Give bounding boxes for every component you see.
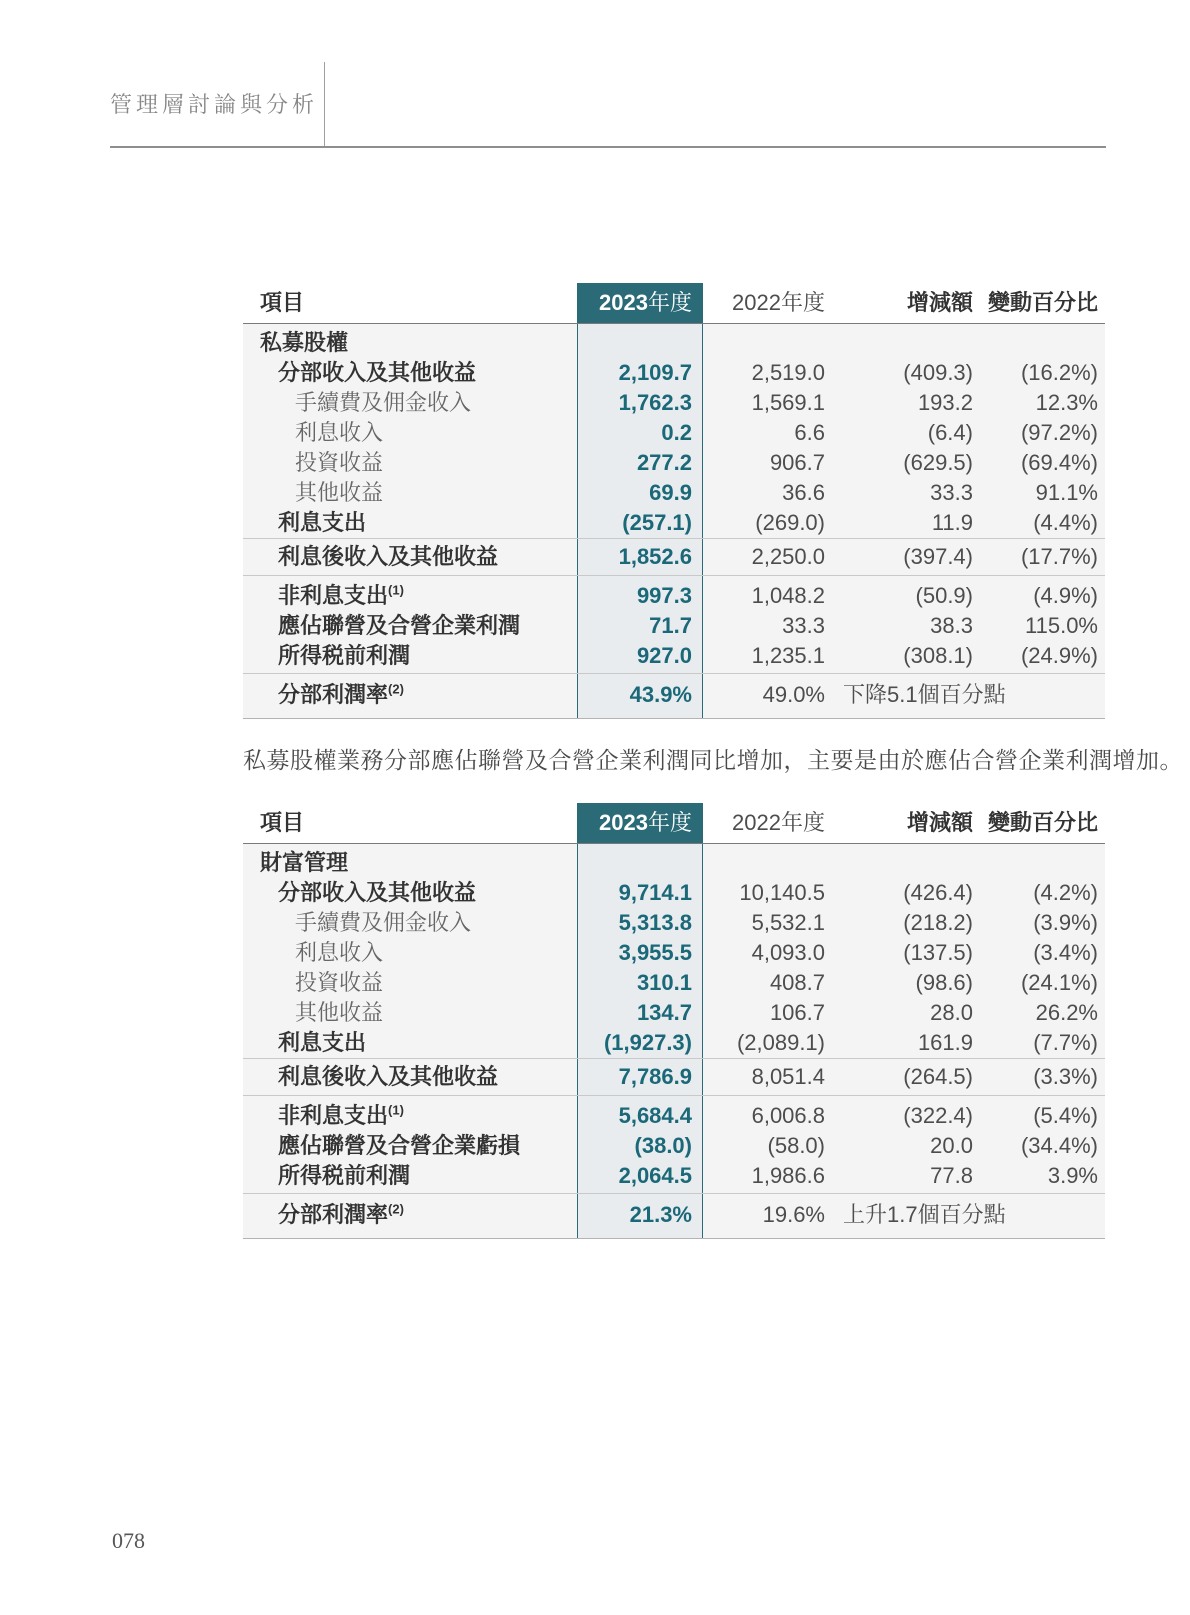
table-row — [243, 998, 1105, 1028]
cell-2022-value: 49.0% — [762, 682, 825, 707]
cell-change-value: 20.0 — [930, 1133, 973, 1158]
table-row — [243, 328, 1105, 358]
cell-2023-value — [577, 848, 703, 878]
cell-2022-value: 2,250.0 — [751, 544, 825, 569]
cell-percent-value: (4.4%) — [1033, 510, 1098, 535]
row-label: 投資收益 — [295, 970, 384, 995]
table-row-group — [243, 674, 1105, 718]
row-label: 利息後收入及其他收益 — [278, 544, 499, 569]
cell-percent-value: (5.4%) — [1033, 1103, 1098, 1128]
column-header-change: 增減額 — [906, 810, 973, 835]
cell-2022-value: (58.0) — [767, 1133, 825, 1158]
table-row — [243, 968, 1105, 998]
cell-change-value: (98.6) — [915, 970, 973, 995]
column-header-2023-suffix: 年度 — [647, 290, 692, 315]
row-label-footnote: (2) — [388, 1201, 404, 1217]
cell-2022-value — [703, 848, 825, 878]
cell-2023-value: 9,714.1 — [618, 880, 692, 905]
cell-2023-value: 277.2 — [636, 450, 692, 475]
row-label: 所得税前利潤 — [278, 643, 411, 668]
column-header-2023 — [577, 283, 703, 323]
cell-percent-value: (3.9%) — [1033, 910, 1098, 935]
cell-change-value: (50.9) — [915, 583, 973, 608]
cell-change-note: 下降5.1個百分點 — [843, 682, 1006, 707]
cell-2023-value: 310.1 — [636, 970, 692, 995]
column-header-2023-suffix: 年度 — [647, 810, 692, 835]
table-row — [243, 1131, 1105, 1161]
commentary-paragraph: 私募股權業務分部應佔聯營及合營企業利潤同比增加，主要是由於應佔合營企業利潤增加。 — [243, 747, 1183, 773]
cell-2023-value: 1,762.3 — [618, 390, 692, 415]
table-row — [243, 908, 1105, 938]
table-row — [243, 581, 1105, 611]
cell-percent-value: (24.9%) — [1020, 643, 1098, 668]
cell-percent-value: (4.9%) — [1033, 583, 1098, 608]
column-header-change: 增減額 — [906, 290, 973, 315]
cell-2023-value — [577, 328, 703, 358]
cell-change-value: (409.3) — [903, 360, 973, 385]
cell-2023-value: 927.0 — [636, 643, 692, 668]
cell-2022-value: 19.6% — [762, 1202, 825, 1227]
row-label: 財富管理 — [260, 850, 349, 875]
table-row — [243, 641, 1105, 671]
column-header-change-percent: 變動百分比 — [987, 290, 1098, 315]
row-label: 其他收益 — [295, 480, 384, 505]
column-header-2023 — [577, 803, 703, 843]
private-equity-table — [243, 283, 1105, 719]
column-header-2023-year: 2023 — [599, 810, 648, 835]
table-row-group — [243, 1194, 1105, 1238]
cell-2022-value: 33.3 — [782, 613, 825, 638]
row-label: 非利息支出$^{(1)}$ — [278, 582, 404, 608]
cell-change-value: 161.9 — [917, 1030, 973, 1055]
cell-2023-value: 71.7 — [649, 613, 692, 638]
cell-2023-value: 2,109.7 — [618, 360, 692, 385]
cell-2022-value: 6,006.8 — [751, 1103, 825, 1128]
row-label: 手續費及佣金收入 — [295, 910, 472, 935]
cell-percent-value: (69.4%) — [1020, 450, 1098, 475]
table-row — [243, 478, 1105, 508]
table-row-group — [243, 1059, 1105, 1095]
cell-percent-value: (34.4%) — [1020, 1133, 1098, 1158]
row-label: 私募股權 — [260, 330, 349, 355]
cell-2022-value: 1,986.6 — [751, 1163, 825, 1188]
table-row — [243, 611, 1105, 641]
cell-change-value: (6.4) — [927, 420, 973, 445]
table-row-group — [243, 539, 1105, 575]
cell-change-value: (137.5) — [903, 940, 973, 965]
row-label: 分部收入及其他收益 — [278, 360, 477, 385]
cell-change-value: 38.3 — [930, 613, 973, 638]
cell-2023-value: 3,955.5 — [618, 940, 692, 965]
cell-2022-value — [703, 328, 825, 358]
row-label: 應佔聯營及合營企業利潤 — [278, 613, 521, 638]
cell-change-value: 33.3 — [930, 480, 973, 505]
cell-2023-value: (1,927.3) — [603, 1030, 692, 1055]
cell-percent-value: 3.9% — [1047, 1163, 1098, 1188]
cell-2022-value: 106.7 — [769, 1000, 825, 1025]
cell-change-value: (218.2) — [903, 910, 973, 935]
table-body — [243, 324, 1105, 719]
column-header-item: 項目 — [260, 810, 305, 835]
row-label: 所得税前利潤 — [278, 1163, 411, 1188]
cell-2023-value: 5,684.4 — [618, 1103, 692, 1128]
cell-percent-value: (4.2%) — [1033, 880, 1098, 905]
row-label: 其他收益 — [295, 1000, 384, 1025]
cell-2023-value: 2,064.5 — [618, 1163, 692, 1188]
table-row — [243, 542, 1105, 572]
cell-change-value: 193.2 — [917, 390, 973, 415]
row-label-footnote: (2) — [388, 681, 404, 697]
cell-percent-value: 115.0% — [1025, 613, 1098, 638]
cell-percent-value: (97.2%) — [1020, 420, 1098, 445]
cell-2022-value: 2,519.0 — [751, 360, 825, 385]
table-row-group — [243, 1096, 1105, 1193]
cell-2023-value: (257.1) — [622, 510, 692, 535]
table-row-group — [243, 324, 1105, 538]
row-label: 利息收入 — [295, 420, 384, 445]
cell-change-value — [825, 328, 973, 358]
row-label: 利息支出 — [278, 1030, 367, 1055]
row-label: 利息收入 — [295, 940, 384, 965]
cell-percent-value: (3.4%) — [1033, 940, 1098, 965]
cell-2022-value: 4,093.0 — [751, 940, 825, 965]
cell-2023-value: 43.9% — [629, 682, 692, 707]
cell-2023-value: (38.0) — [634, 1133, 692, 1158]
cell-2022-value: 36.6 — [782, 480, 825, 505]
table-row — [243, 1028, 1105, 1058]
cell-2022-value: 1,569.1 — [751, 390, 825, 415]
cell-2023-value: 21.3% — [629, 1202, 692, 1227]
column-header-change-percent: 變動百分比 — [987, 810, 1098, 835]
table-row-group — [243, 844, 1105, 1058]
row-label: 手續費及佣金收入 — [295, 390, 472, 415]
cell-2022-value: 8,051.4 — [751, 1064, 825, 1089]
cell-2023-value: 997.3 — [636, 583, 692, 608]
cell-2023-value: 69.9 — [649, 480, 692, 505]
cell-change-value — [825, 848, 973, 878]
table-row — [243, 680, 1105, 710]
cell-percent-value: 12.3% — [1035, 390, 1098, 415]
cell-percent-value: 26.2% — [1035, 1000, 1098, 1025]
header-vertical-divider — [324, 62, 325, 146]
table-header-row — [243, 803, 1105, 844]
table-row — [243, 848, 1105, 878]
cell-2022-value: 10,140.5 — [739, 880, 825, 905]
cell-percent-value — [973, 848, 1105, 878]
cell-change-value: (322.4) — [903, 1103, 973, 1128]
column-header-item: 項目 — [260, 290, 305, 315]
wealth-management-table — [243, 803, 1105, 1239]
row-label: 分部利潤率$^{(2)}$ — [278, 1201, 404, 1227]
cell-2023-value: 134.7 — [636, 1000, 692, 1025]
table-row — [243, 1062, 1105, 1092]
column-header-2023-year: 2023 — [599, 290, 648, 315]
table-row — [243, 1161, 1105, 1191]
row-label: 利息後收入及其他收益 — [278, 1064, 499, 1089]
row-label: 利息支出 — [278, 510, 367, 535]
table-row — [243, 388, 1105, 418]
row-label-footnote: (1) — [388, 582, 404, 598]
cell-2023-value: 1,852.6 — [618, 544, 692, 569]
row-label: 投資收益 — [295, 450, 384, 475]
cell-2022-value: 1,048.2 — [751, 583, 825, 608]
column-header-2022: 2022年度 — [732, 810, 825, 835]
cell-2022-value: 408.7 — [769, 970, 825, 995]
cell-2022-value: 5,532.1 — [751, 910, 825, 935]
cell-percent-value: (24.1%) — [1020, 970, 1098, 995]
cell-2023-value: 0.2 — [661, 420, 692, 445]
cell-2022-value: (2,089.1) — [736, 1030, 825, 1055]
cell-change-value: 28.0 — [930, 1000, 973, 1025]
table-row — [243, 418, 1105, 448]
cell-percent-value: (17.7%) — [1020, 544, 1098, 569]
table-row — [243, 358, 1105, 388]
cell-change-value: (308.1) — [903, 643, 973, 668]
table-body — [243, 844, 1105, 1239]
cell-change-value: 77.8 — [930, 1163, 973, 1188]
cell-percent-value: (3.3%) — [1033, 1064, 1098, 1089]
table-row-group — [243, 576, 1105, 673]
cell-change-note: 上升1.7個百分點 — [843, 1202, 1006, 1227]
cell-percent-value: 91.1% — [1035, 480, 1098, 505]
table-header-row — [243, 283, 1105, 324]
header-horizontal-divider — [110, 146, 1106, 148]
table-row — [243, 448, 1105, 478]
row-label: 應佔聯營及合營企業虧損 — [278, 1133, 521, 1158]
cell-2022-value: 1,235.1 — [751, 643, 825, 668]
cell-percent-value: (7.7%) — [1033, 1030, 1098, 1055]
cell-change-value: (397.4) — [903, 544, 973, 569]
cell-2022-value: (269.0) — [755, 510, 825, 535]
cell-2023-value: 7,786.9 — [618, 1064, 692, 1089]
page-title: 管理層討論與分析 — [110, 92, 319, 117]
table-row — [243, 878, 1105, 908]
cell-2023-value: 5,313.8 — [618, 910, 692, 935]
cell-2022-value: 906.7 — [769, 450, 825, 475]
row-label: 分部利潤率$^{(2)}$ — [278, 681, 404, 707]
cell-2022-value: 6.6 — [794, 420, 825, 445]
cell-change-value: (629.5) — [903, 450, 973, 475]
cell-percent-value: (16.2%) — [1020, 360, 1098, 385]
cell-percent-value — [973, 328, 1105, 358]
row-label: 分部收入及其他收益 — [278, 880, 477, 905]
page-number: 078 — [112, 1528, 145, 1553]
table-row — [243, 938, 1105, 968]
column-header-2022: 2022年度 — [732, 290, 825, 315]
table-row — [243, 508, 1105, 538]
table-row — [243, 1200, 1105, 1230]
cell-change-value: (426.4) — [903, 880, 973, 905]
cell-change-value: (264.5) — [903, 1064, 973, 1089]
cell-change-value: 11.9 — [931, 510, 973, 535]
row-label-footnote: (1) — [388, 1102, 404, 1118]
row-label: 非利息支出$^{(1)}$ — [278, 1102, 404, 1128]
table-row — [243, 1101, 1105, 1131]
